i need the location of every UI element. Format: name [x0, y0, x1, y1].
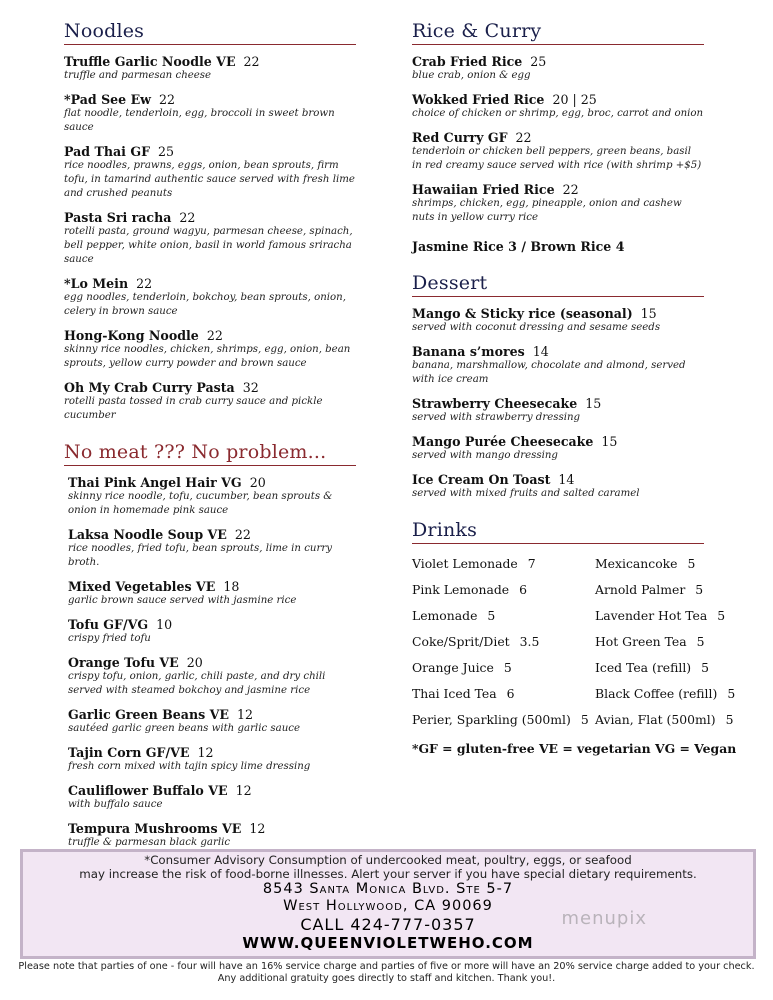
item-price: 20: [249, 475, 266, 490]
item-heading: [412, 54, 704, 69]
item-price: 22: [179, 210, 196, 225]
item-price: 12: [197, 745, 214, 760]
item-heading: [412, 434, 704, 449]
item-price: 14: [532, 344, 549, 359]
section-title-rice: Rice & Curry: [412, 20, 704, 45]
item-name: Hawaiian Fried Rice: [412, 182, 555, 197]
noodle-item: [64, 144, 356, 201]
dessert-item: [412, 344, 704, 387]
item-description: banana, marshmallow, chocolate and almond, served with ice cream: [412, 360, 686, 385]
phone-number[interactable]: CALL 424-777-0357: [300, 915, 476, 934]
drink-name: Black Coffee (refill): [595, 686, 718, 701]
drinks-section: [412, 519, 737, 756]
item-price: 22: [136, 276, 153, 291]
dessert-list: [412, 306, 704, 501]
item-name: Tofu GF/VG: [68, 617, 149, 632]
item-description: skinny rice noodle, tofu, cucumber, bean sprouts & onion in homemade pink sauce: [68, 491, 333, 516]
dessert-item: [412, 472, 704, 501]
item-price: 25: [530, 54, 547, 69]
nomeat-section: [64, 441, 356, 850]
dessert-item: [412, 396, 704, 425]
item-name: Mango & Sticky rice (seasonal): [412, 306, 633, 321]
item-name: Red Curry GF: [412, 130, 508, 145]
item-heading: [64, 328, 356, 343]
drink-price: 6: [519, 582, 528, 597]
item-name: Banana s’mores: [412, 344, 525, 359]
item-name: Hong-Kong Noodle: [64, 328, 199, 343]
item-description: crispy fried tofu: [68, 633, 151, 644]
item-heading: [412, 396, 704, 411]
item-description: with buffalo sauce: [68, 799, 163, 810]
drink-name: Avian, Flat (500ml): [595, 712, 716, 727]
service-charge-line-2: Any additional gratuity goes directly to staff and kitchen. Thank you!.: [217, 973, 556, 984]
item-heading: [412, 92, 704, 107]
noodle-item: [64, 276, 356, 319]
item-price: 25: [158, 144, 175, 159]
drink-item: [412, 634, 595, 649]
item-name: Garlic Green Beans VE: [68, 707, 229, 722]
item-heading: [64, 210, 356, 225]
drink-price: 5: [580, 712, 589, 727]
item-price: 15: [585, 396, 602, 411]
item-heading: [68, 745, 356, 760]
item-price: 10: [156, 617, 173, 632]
nomeat-item: [68, 655, 356, 698]
item-description: rotelli pasta tossed in crab curry sauce and pickle cucumber: [64, 396, 323, 421]
item-name: Truffle Garlic Noodle VE: [64, 54, 236, 69]
section-title-drinks: Drinks: [412, 519, 704, 544]
item-heading: [412, 306, 704, 321]
jasmine-rice-line: Jasmine Rice 3 / Brown Rice 4: [412, 239, 625, 254]
item-price: 14: [558, 472, 575, 487]
rice-item: [412, 182, 704, 225]
item-description: garlic brown sauce served with jasmine rice: [68, 595, 297, 606]
item-description: rice noodles, fried tofu, bean sprouts, lime in curry broth.: [68, 543, 332, 568]
item-description: shrimps, chicken, egg, pineapple, onion and cashew nuts in yellow curry rice: [412, 198, 682, 223]
item-description: choice of chicken or shrimp, egg, broc, carrot and onion: [412, 108, 704, 119]
item-price: 20 | 25: [552, 92, 597, 107]
drink-item: [595, 556, 745, 571]
drink-item: [595, 582, 745, 597]
item-heading: [412, 130, 704, 145]
item-price: 22: [234, 527, 251, 542]
rice-section: [412, 20, 704, 254]
section-title-dessert: Dessert: [412, 272, 704, 297]
left-column: [64, 20, 356, 850]
drink-price: 5: [725, 712, 734, 727]
noodle-item: [64, 328, 356, 371]
item-name: Orange Tofu VE: [68, 655, 179, 670]
item-name: Pad Thai GF: [64, 144, 151, 159]
nomeat-item: [68, 783, 356, 812]
drink-item: [595, 686, 745, 701]
website-link[interactable]: WWW.QUEENVIOLETWEHO.COM: [242, 934, 534, 952]
drink-name: Mexicancoke: [595, 556, 678, 571]
drink-item: [412, 608, 595, 623]
drink-price: 5: [503, 660, 512, 675]
item-description: rice noodles, prawns, eggs, onion, bean sprouts, firm tofu, in tamarind authentic sauce served with fresh lime and crushed peanuts: [64, 160, 355, 199]
drink-name: Orange Juice: [412, 660, 494, 675]
item-heading: [64, 144, 356, 159]
diet-legend: *GF = gluten-free VE = vegetarian VG = Vegan: [412, 741, 737, 756]
item-price: 32: [242, 380, 259, 395]
item-description: served with mixed fruits and salted caramel: [412, 488, 640, 499]
item-description: served with strawberry dressing: [412, 412, 581, 423]
item-name: Ice Cream On Toast: [412, 472, 551, 487]
nomeat-item: [68, 745, 356, 774]
item-price: 18: [223, 579, 240, 594]
dessert-item: [412, 306, 704, 335]
drink-price: 5: [687, 556, 696, 571]
drink-item: [412, 712, 595, 727]
item-price: 12: [249, 821, 266, 836]
nomeat-item: [68, 707, 356, 736]
item-heading: [68, 821, 356, 836]
item-description: served with mango dressing: [412, 450, 558, 461]
item-name: Mixed Vegetables VE: [68, 579, 216, 594]
item-name: Wokked Fried Rice: [412, 92, 545, 107]
drink-price: 5: [487, 608, 496, 623]
drink-name: Hot Green Tea: [595, 634, 687, 649]
item-name: Tempura Mushrooms VE: [68, 821, 242, 836]
item-heading: [64, 54, 356, 69]
consumer-advisory-box: [20, 849, 756, 959]
drink-item: [412, 686, 595, 701]
drink-price: 7: [527, 556, 536, 571]
item-heading: [68, 617, 356, 632]
address-line-1: 8543 Santa Monica Blvd. Ste 5-7: [262, 881, 514, 897]
address-line-2: West Hollywood, CA 90069: [283, 898, 493, 914]
item-price: 22: [562, 182, 579, 197]
item-description: truffle and parmesan cheese: [64, 70, 212, 81]
item-name: Thai Pink Angel Hair VG: [68, 475, 242, 490]
noodle-item: [64, 54, 356, 83]
item-price: 22: [159, 92, 176, 107]
drink-name: Coke/Sprit/Diet: [412, 634, 510, 649]
nomeat-item: [68, 527, 356, 570]
item-name: Tajin Corn GF/VE: [68, 745, 190, 760]
drink-name: Perier, Sparkling (500ml): [412, 712, 571, 727]
item-name: Oh My Crab Curry Pasta: [64, 380, 235, 395]
item-name: Laksa Noodle Soup VE: [68, 527, 227, 542]
section-title-noodles: Noodles: [64, 20, 356, 45]
item-description: blue crab, onion & egg: [412, 70, 531, 81]
item-heading: [64, 380, 356, 395]
item-description: egg noodles, tenderloin, bokchoy, bean sprouts, onion, celery in brown sauce: [64, 292, 346, 317]
item-heading: [64, 276, 356, 291]
item-heading: [68, 783, 356, 798]
item-heading: [412, 344, 704, 359]
rice-list: [412, 54, 704, 225]
dessert-item: [412, 434, 704, 463]
advisory-line-1: *Consumer Advisory Consumption of undercooked meat, poultry, eggs, or seafood: [144, 853, 632, 867]
drink-price: 5: [696, 634, 705, 649]
item-description: skinny rice noodles, chicken, shrimps, egg, onion, bean sprouts, yellow curry powder and brown sauce: [64, 344, 351, 369]
drink-name: Thai Iced Tea: [412, 686, 497, 701]
drink-price: 3.5: [519, 634, 540, 649]
item-price: 12: [235, 783, 252, 798]
advisory-line-2: may increase the risk of food-borne illnesses. Alert your server if you have special dietary requirements.: [79, 867, 697, 881]
item-description: fresh corn mixed with tajin spicy lime dressing: [68, 761, 311, 772]
item-price: 15: [640, 306, 657, 321]
drink-name: Lemonade: [412, 608, 478, 623]
item-description: sautéed garlic green beans with garlic sauce: [68, 723, 300, 734]
nomeat-list: [64, 475, 356, 850]
drink-price: 5: [727, 686, 736, 701]
noodle-item: [64, 380, 356, 423]
drink-price: 5: [717, 608, 726, 623]
service-charge-line-1: Please note that parties of one - four will have an 16% service charge and parties of five or more will have an 20% service charge added to your check.: [18, 961, 755, 972]
item-price: 20: [186, 655, 203, 670]
item-heading: [412, 182, 704, 197]
item-heading: [412, 472, 704, 487]
item-heading: [68, 527, 356, 542]
item-name: *Pad See Ew: [64, 92, 152, 107]
noodles-list: [64, 54, 356, 423]
drink-name: Pink Lemonade: [412, 582, 510, 597]
item-description: rotelli pasta, ground wagyu, parmesan cheese, spinach, bell pepper, white onion, basil in world famous sriracha sauce: [64, 226, 353, 265]
nomeat-item: [68, 617, 356, 646]
drinks-grid: [412, 556, 736, 727]
item-heading: [68, 579, 356, 594]
item-description: truffle & parmesan black garlic: [68, 837, 231, 848]
noodle-item: [64, 92, 356, 135]
item-name: Mango Purée Cheesecake: [412, 434, 594, 449]
item-description: flat noodle, tenderloin, egg, broccoli in sweet brown sauce: [64, 108, 335, 133]
drink-name: Arnold Palmer: [595, 582, 686, 597]
item-name: Strawberry Cheesecake: [412, 396, 578, 411]
drink-item: [412, 556, 595, 571]
drink-item: [595, 634, 745, 649]
item-name: Cauliflower Buffalo VE: [68, 783, 228, 798]
service-charge-note: [0, 961, 773, 985]
nomeat-item: [68, 579, 356, 608]
nomeat-item: [68, 475, 356, 518]
drink-name: Iced Tea (refill): [595, 660, 692, 675]
item-price: 15: [601, 434, 618, 449]
drink-name: Lavender Hot Tea: [595, 608, 708, 623]
item-price: 22: [515, 130, 532, 145]
drink-price: 5: [701, 660, 710, 675]
item-price: 22: [206, 328, 223, 343]
drink-name: Violet Lemonade: [412, 556, 518, 571]
drink-price: 6: [506, 686, 515, 701]
item-description: crispy tofu, onion, garlic, chili paste, and dry chili served with steamed bokchoy and jasmine rice: [68, 671, 326, 696]
noodles-section: [64, 20, 356, 423]
drink-item: [595, 660, 745, 675]
item-name: Pasta Sri racha: [64, 210, 172, 225]
right-column: [412, 20, 737, 756]
section-title-nomeat: No meat ??? No problem...: [64, 441, 356, 466]
noodle-item: [64, 210, 356, 267]
rice-item: [412, 54, 704, 83]
drink-item: [412, 582, 595, 597]
item-heading: [68, 707, 356, 722]
item-description: tenderloin or chicken bell peppers, green beans, basil in red creamy sauce served with rice (with shrimp +$5): [412, 146, 702, 171]
menupix-watermark: menupix: [561, 908, 647, 929]
item-description: served with coconut dressing and sesame seeds: [412, 322, 661, 333]
item-name: *Lo Mein: [64, 276, 129, 291]
item-price: 22: [243, 54, 260, 69]
drink-item: [412, 660, 595, 675]
nomeat-item: [68, 821, 356, 850]
drink-price: 5: [695, 582, 704, 597]
dessert-section: [412, 272, 704, 501]
item-heading: [68, 655, 356, 670]
drink-item: [595, 712, 745, 727]
rice-item: [412, 130, 704, 173]
rice-item: [412, 92, 704, 121]
item-price: 12: [236, 707, 253, 722]
drink-item: [595, 608, 745, 623]
item-heading: [64, 92, 356, 107]
item-heading: [68, 475, 356, 490]
item-name: Crab Fried Rice: [412, 54, 523, 69]
